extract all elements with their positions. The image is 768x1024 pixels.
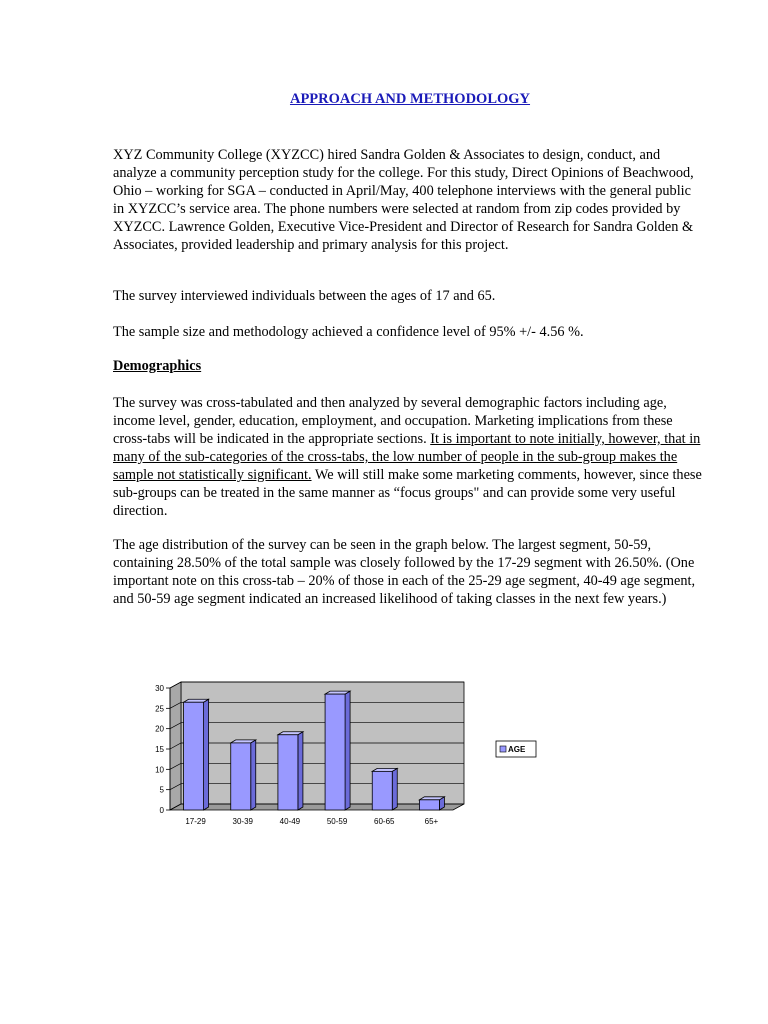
demographics-underlined-text: It is important to note initially, however, that in many of the sub-categories of the cross-tabs, the low number of people in the sub-group makes the sample not statistically significant. <box>113 431 701 483</box>
bar-top <box>419 797 444 800</box>
bar-top <box>325 691 350 694</box>
bar-side <box>204 699 209 810</box>
legend-swatch <box>500 746 506 752</box>
intro-paragraph: XYZ Community College (XYZCC) hired Sandra Golden & Associates to design, conduct, and analyze a community perception study for the college. For this study, Direct Opinions of Beachwood, Ohio – working for SGA – conducted in April/May, 400 telephone interviews with the general public in XYZCC’s service area. The phone numbers were selected at random from zip codes provided by XYZCC. Lawrence Golden, Executive Vice-President and Director of Research for Sandra Golden & Associates, provided leadership and primary analysis for this project. <box>113 147 694 253</box>
y-tick-label: 5 <box>159 785 164 795</box>
bar-side <box>392 768 397 810</box>
demographics-text-b: We will still make some marketing comments, however, since these sub-groups can be treated in the same manner as “focus groups" and can provide some very useful direction. <box>113 467 702 519</box>
bar <box>419 800 439 810</box>
y-tick-label: 10 <box>155 765 164 775</box>
x-tick-label: 50-59 <box>326 817 348 826</box>
bar-top <box>372 768 397 771</box>
bar <box>278 735 298 810</box>
bar <box>372 771 392 810</box>
bar-side <box>251 740 256 810</box>
bar <box>231 743 251 810</box>
legend-label: AGE <box>508 745 526 754</box>
bar <box>325 694 345 810</box>
age-distribution-paragraph: The age distribution of the survey can be seen in the graph below. The largest segment, 50-59, containing 28.50% of the total sample was closely followed by the 17-29 segment with 26.50%. (One important note on this cross-tab – 20% of those in each of the 25-29 age segment, 40-49 age segment, and 50-59 age segment indicated an increased likelihood of taking classes in the next few years.) <box>113 537 696 607</box>
x-tick-label: 65+ <box>424 817 439 826</box>
demographics-paragraph <box>113 394 703 520</box>
y-tick-label: 30 <box>155 684 164 693</box>
x-tick-label: 30-39 <box>232 817 253 826</box>
bar-top <box>231 740 256 743</box>
x-tick-label: 60-65 <box>374 817 395 826</box>
bar-side <box>298 732 303 810</box>
y-tick-label: 0 <box>159 806 164 815</box>
bar-side <box>345 691 350 810</box>
x-tick-label: 40-49 <box>279 817 301 826</box>
y-tick-label: 25 <box>155 704 164 714</box>
y-tick-label: 20 <box>155 724 164 734</box>
demographics-heading: Demographics <box>113 358 202 374</box>
x-tick-label: 17-29 <box>185 817 206 826</box>
demographics-text-a: The survey was cross-tabulated and then analyzed by several demographic factors including age, income level, gender, education, employment, and occupation. Marketing implications from these cross-tabs will be indicated in the appropriate sections. <box>113 395 673 447</box>
confidence-paragraph: The sample size and methodology achieved a confidence level of 95% +/- 4.56 %. <box>113 324 584 340</box>
bar <box>184 702 204 810</box>
bar-top <box>184 699 209 702</box>
bar-top <box>278 732 303 735</box>
y-tick-label: 15 <box>155 745 164 754</box>
age-bar-chart <box>138 668 558 828</box>
page-title: APPROACH AND METHODOLOGY <box>289 91 531 107</box>
age-range-paragraph: The survey interviewed individuals between the ages of 17 and 65. <box>113 288 496 304</box>
